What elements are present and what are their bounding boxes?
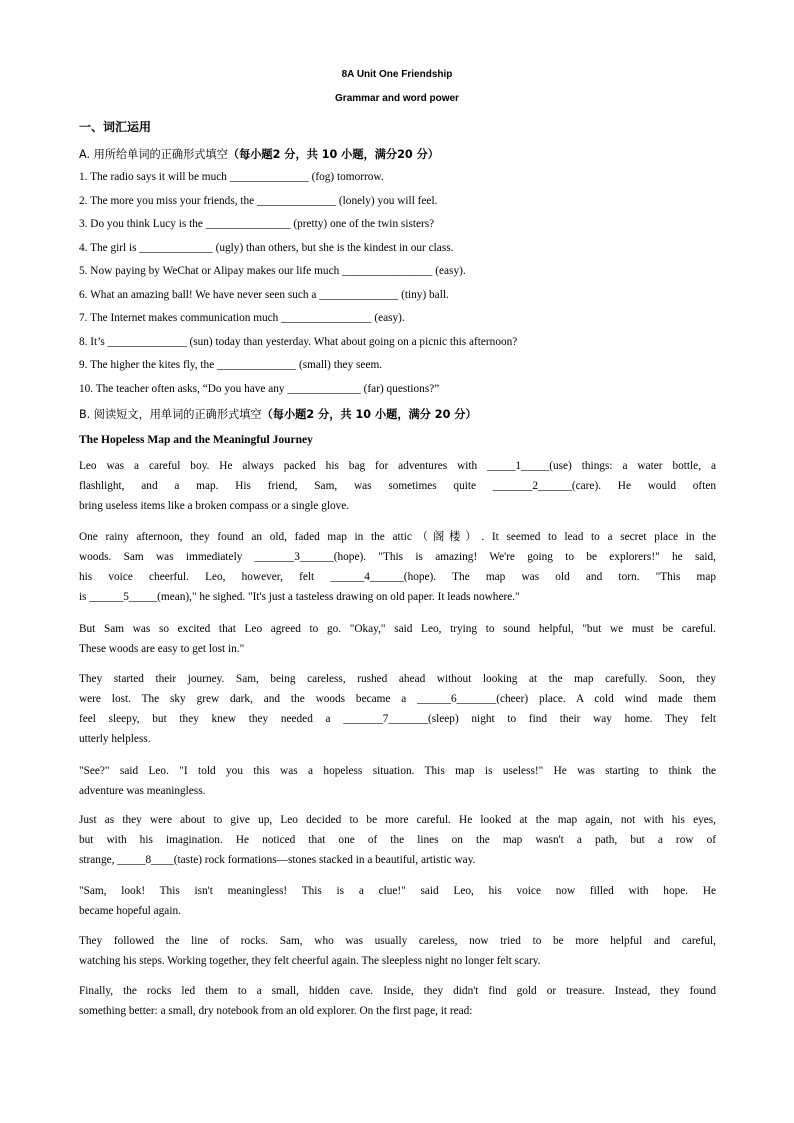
- story-paragraph-9: [79, 981, 716, 1021]
- question-3: 3. Do you think Lucy is the _______________ (pretty) one of the twin sisters?: [79, 218, 435, 230]
- question-8: 8. It’s ______________ (sun) today than yesterday. What about going on a picnic this afternoon?: [79, 336, 518, 348]
- paragraph-line: bring useless items like a broken compass or a single glove.: [79, 500, 350, 512]
- paragraph-line: utterly helpless.: [79, 733, 151, 745]
- paragraph-line: They started their journey. Sam, being careless, rushed ahead without looking at the map carefully. Soon, they: [79, 673, 716, 685]
- paragraph-line: They followed the line of rocks. Sam, who was usually careless, now tried to be more helpful and careful,: [79, 935, 716, 947]
- paragraph-line: adventure was meaningless.: [79, 785, 206, 797]
- part-a-scoring-note: （每小题2 分，共 10 小题，满分20 分）: [227, 148, 439, 161]
- paragraph-line: These woods are easy to get lost in.": [79, 643, 245, 655]
- paragraph-line: is ______5_____(mean)," he sighed. "It's just a tasteless drawing on old paper. It leads nowhere.": [79, 591, 520, 603]
- question-5: 5. Now paying by WeChat or Alipay makes our life much ________________ (easy).: [79, 265, 466, 277]
- paragraph-line: Just as they were about to give up, Leo decided to be more careful. He looked at the map again, not with his eyes,: [79, 814, 716, 826]
- question-1: 1. The radio says it will be much ______________ (fog) tomorrow.: [79, 171, 384, 183]
- story-paragraph-4: [79, 669, 716, 749]
- story-paragraph-3: [79, 619, 716, 659]
- paragraph-line: feel sleepy, but they knew they needed a _______7_______(sleep) night to find their way home. They felt: [79, 713, 716, 725]
- question-7: 7. The Internet makes communication much ________________ (easy).: [79, 312, 405, 324]
- question-9: 9. The higher the kites fly, the ______________ (small) they seem.: [79, 359, 383, 371]
- paragraph-line: but with his imagination. He noticed that one of the lines on the map wasn't a path, but a row of: [79, 834, 716, 846]
- question-10: 10. The teacher often asks, “Do you have any _____________ (far) questions?”: [79, 383, 440, 395]
- story-paragraph-7: [79, 881, 716, 921]
- paragraph-line: woods. Sam was immediately _______3______(hope). "This is amazing! We're going to be explorers!" he said,: [79, 551, 716, 563]
- paragraph-line: "See?" said Leo. "I told you this was a hopeless situation. This map is useless!" He was starting to think the: [79, 765, 716, 777]
- paragraph-line: watching his steps. Working together, they felt cheerful again. The sleepless night no longer felt scary.: [79, 955, 541, 967]
- part-b-scoring-note: （每小题2 分，共 10 小题，满分 20 分）: [261, 408, 477, 421]
- story-title: The Hopeless Map and the Meaningful Journey: [79, 434, 313, 446]
- paragraph-line: But Sam was so excited that Leo agreed to go. "Okay," said Leo, trying to sound helpful, "but we must be careful.: [79, 623, 716, 635]
- paragraph-line: were lost. The sky grew dark, and the woods became a ______6_______(cheer) place. A cold wind made them: [79, 693, 716, 705]
- story-paragraph-8: [79, 931, 716, 971]
- story-paragraph-6: [79, 810, 716, 870]
- story-paragraph-2: [79, 527, 716, 607]
- part-b-heading-text: B. 阅读短文，用单词的正确形式填空: [79, 408, 262, 421]
- paragraph-line: his voice cheerful. Leo, however, felt ______4______(hope). The map was old and torn. "This map: [79, 571, 716, 583]
- story-paragraph-5: [79, 761, 716, 801]
- paragraph-line: One rainy afternoon, they found an old, faded map in the attic（阁楼）. It seemed to lead to a secret place in the: [79, 531, 716, 543]
- paragraph-line: "Sam, look! This isn't meaningless! This is a clue!" said Leo, his voice now filled with hope. He: [79, 885, 716, 897]
- part-b-heading: [79, 406, 477, 422]
- part-a-heading: [79, 146, 439, 162]
- question-6: 6. What an amazing ball! We have never seen such a ______________ (tiny) ball.: [79, 289, 449, 301]
- question-4: 4. The girl is _____________ (ugly) than others, but she is the kindest in our class.: [79, 242, 454, 254]
- paragraph-line: strange, _____8____(taste) rock formations—stones stacked in a beautiful, artistic way.: [79, 854, 476, 866]
- section-heading-vocabulary: 一、词汇运用: [79, 120, 152, 134]
- paragraph-line: Finally, the rocks led them to a small, hidden cave. Inside, they didn't find gold or treasure. Instead, they found: [79, 985, 716, 997]
- paragraph-line: something better: a small, dry notebook from an old explorer. On the first page, it read:: [79, 1005, 473, 1017]
- part-a-heading-text: A. 用所给单词的正确形式填空: [79, 148, 228, 161]
- question-2: 2. The more you miss your friends, the ______________ (lonely) you will feel.: [79, 195, 438, 207]
- paragraph-line: Leo was a careful boy. He always packed his bag for adventures with _____1_____(use) things: a water bottle, a: [79, 460, 716, 472]
- document-title: 8A Unit One Friendship: [341, 69, 453, 80]
- story-paragraph-1: [79, 456, 716, 516]
- paragraph-line: flashlight, and a map. His friend, Sam, was sometimes quite _______2______(care). He would often: [79, 480, 716, 492]
- document-subtitle: Grammar and word power: [335, 93, 459, 104]
- paragraph-line: became hopeful again.: [79, 905, 181, 917]
